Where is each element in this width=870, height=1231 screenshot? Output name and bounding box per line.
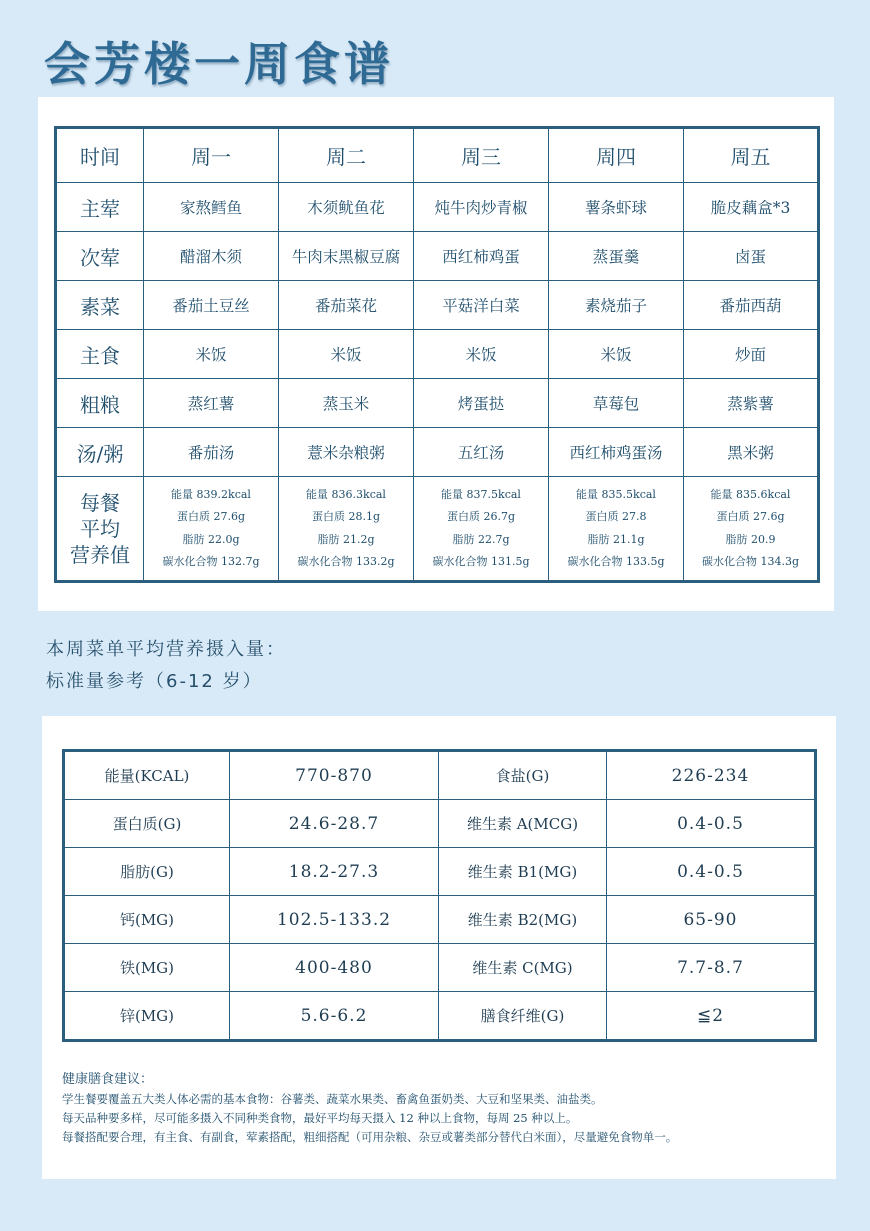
nutrient-label: 铁(MG) [64,944,230,992]
nutrient-label: 能量(KCAL) [64,751,230,800]
nutrition-line: 蛋白质 27.6g [716,510,785,523]
nutrient-value: 65-90 [607,896,816,944]
standards-table [62,749,817,1042]
menu-cell: 番茄菜花 [279,281,414,330]
menu-cell: 烤蛋挞 [414,379,549,428]
menu-cell: 炖牛肉炒青椒 [414,183,549,232]
nutrient-label: 维生素 B2(MG) [439,896,607,944]
nutrition-label-line: 平均 [80,516,120,541]
menu-cell: 炒面 [684,330,819,379]
standards-row [64,800,816,848]
nutrient-value: 226-234 [607,751,816,800]
menu-cell: 脆皮藕盒*3 [684,183,819,232]
menu-cell: 蒸红薯 [144,379,279,428]
nutrition-label-line: 每餐 [80,490,120,515]
nutrition-cell [549,477,684,582]
menu-header-cell: 周四 [549,128,684,183]
menu-header-row [56,128,819,183]
menu-cell: 牛肉末黑椒豆腐 [279,232,414,281]
menu-cell: 平菇洋白菜 [414,281,549,330]
menu-header-cell: 周三 [414,128,549,183]
menu-cell: 家熬鳕鱼 [144,183,279,232]
menu-cell: 西红柿鸡蛋 [414,232,549,281]
standards-row [64,896,816,944]
page-title: 会芳楼一周食谱 [44,37,394,91]
nutrient-label: 钙(MG) [64,896,230,944]
menu-category: 素菜 [56,281,144,330]
menu-cell: 木须鱿鱼花 [279,183,414,232]
standards-row [64,944,816,992]
nutrient-label: 锌(MG) [64,992,230,1041]
nutrient-value: 102.5-133.2 [230,896,439,944]
nutrient-label: 维生素 B1(MG) [439,848,607,896]
menu-cell: 西红柿鸡蛋汤 [549,428,684,477]
menu-cell: 番茄土豆丝 [144,281,279,330]
nutrient-label: 脂肪(G) [64,848,230,896]
menu-row [56,281,819,330]
menu-row [56,183,819,232]
menu-cell: 醋溜木须 [144,232,279,281]
menu-cell: 蒸蛋羹 [549,232,684,281]
nutrition-cell [684,477,819,582]
menu-cell: 米饭 [414,330,549,379]
menu-cell: 草莓包 [549,379,684,428]
menu-category: 次荤 [56,232,144,281]
menu-header-cell: 周一 [144,128,279,183]
menu-row [56,330,819,379]
nutrient-value: 770-870 [230,751,439,800]
standard-reference-heading: 标准量参考（6-12 岁） [46,671,263,692]
advice-heading: 健康膳食建议： [62,1072,154,1087]
nutrition-line: 碳水化合物 133.5g [567,555,665,568]
nutrition-line: 脂肪 22.0g [182,532,240,546]
nutrient-value: 0.4-0.5 [607,848,816,896]
menu-category: 汤/粥 [56,428,144,477]
nutrition-line: 能量 837.5kcal [441,487,521,501]
standards-row [64,848,816,896]
nutrient-value: ≦2 [607,992,816,1041]
standards-panel [42,716,836,1179]
menu-cell: 番茄西葫 [684,281,819,330]
nutrient-label: 蛋白质(G) [64,800,230,848]
menu-row [56,428,819,477]
menu-cell: 蒸紫薯 [684,379,819,428]
average-intake-heading: 本周菜单平均营养摄入量： [46,639,286,660]
nutrition-line: 碳水化合物 131.5g [432,555,530,568]
nutrient-label: 维生素 A(MCG) [439,800,607,848]
nutrition-line: 碳水化合物 134.3g [701,555,800,568]
nutrition-line: 蛋白质 28.1g [311,510,381,523]
nutrition-line: 脂肪 20.9 [725,532,776,546]
nutrient-label: 食盐(G) [439,751,607,800]
menu-category: 主荤 [56,183,144,232]
advice-line: 每天品种要多样，尽可能多摄入不同种类食物，最好平均每天摄入 12 种以上食物，每周 25 种以上。 [62,1111,578,1125]
menu-cell: 米饭 [549,330,684,379]
menu-header-cell: 时间 [56,128,144,183]
nutrition-line: 能量 835.6kcal [710,487,791,501]
menu-cell: 卤蛋 [684,232,819,281]
menu-header-cell: 周二 [279,128,414,183]
weekly-menu-table [54,126,820,583]
weekly-menu-panel [38,97,834,611]
standards-row [64,992,816,1041]
nutrient-value: 400-480 [230,944,439,992]
menu-cell: 薯条虾球 [549,183,684,232]
nutrition-line: 能量 839.2kcal [171,487,251,501]
menu-cell: 素烧茄子 [549,281,684,330]
nutrition-cell [279,477,414,582]
nutrition-line: 能量 836.3kcal [306,487,386,501]
nutrient-value: 5.6-6.2 [230,992,439,1041]
menu-cell: 番茄汤 [144,428,279,477]
nutrient-value: 24.6-28.7 [230,800,439,848]
nutrient-label: 维生素 C(MG) [439,944,607,992]
nutrition-line: 脂肪 22.7g [452,532,510,546]
menu-category: 主食 [56,330,144,379]
nutrition-row [56,477,819,582]
nutrition-line: 能量 835.5kcal [576,487,656,501]
menu-cell: 蒸玉米 [279,379,414,428]
nutrition-line: 脂肪 21.1g [587,532,645,546]
advice-line: 学生餐要覆盖五大类人体必需的基本食物：谷薯类、蔬菜水果类、畜禽鱼蛋奶类、大豆和坚果类、油盐类。 [62,1092,603,1106]
menu-row [56,379,819,428]
nutrition-cell [144,477,279,582]
menu-header-cell: 周五 [684,128,819,183]
menu-row [56,232,819,281]
menu-cell: 米饭 [144,330,279,379]
menu-category: 粗粮 [56,379,144,428]
menu-cell: 薏米杂粮粥 [279,428,414,477]
menu-cell: 五红汤 [414,428,549,477]
nutrition-line: 碳水化合物 132.7g [162,555,260,568]
nutrition-line: 碳水化合物 133.2g [297,555,395,568]
nutrient-value: 0.4-0.5 [607,800,816,848]
menu-cell: 黑米粥 [684,428,819,477]
nutrient-value: 18.2-27.3 [230,848,439,896]
nutrient-value: 7.7-8.7 [607,944,816,992]
diet-advice [62,1070,832,1147]
nutrition-line: 脂肪 21.2g [317,532,375,546]
standards-row [64,751,816,800]
nutrition-cell [414,477,549,582]
nutrition-line: 蛋白质 27.8 [585,510,647,523]
advice-line: 每餐搭配要合理，有主食、有副食，荤素搭配，粗细搭配（可用杂粮、杂豆或薯类部分替代白米面），尽量避免食物单一。 [62,1130,678,1144]
menu-cell: 米饭 [279,330,414,379]
nutrition-line: 蛋白质 26.7g [446,510,516,523]
nutrition-line: 蛋白质 27.6g [176,510,246,523]
nutrition-category [56,477,144,582]
nutrient-label: 膳食纤维(G) [439,992,607,1041]
nutrition-label-line: 营养值 [70,542,130,567]
